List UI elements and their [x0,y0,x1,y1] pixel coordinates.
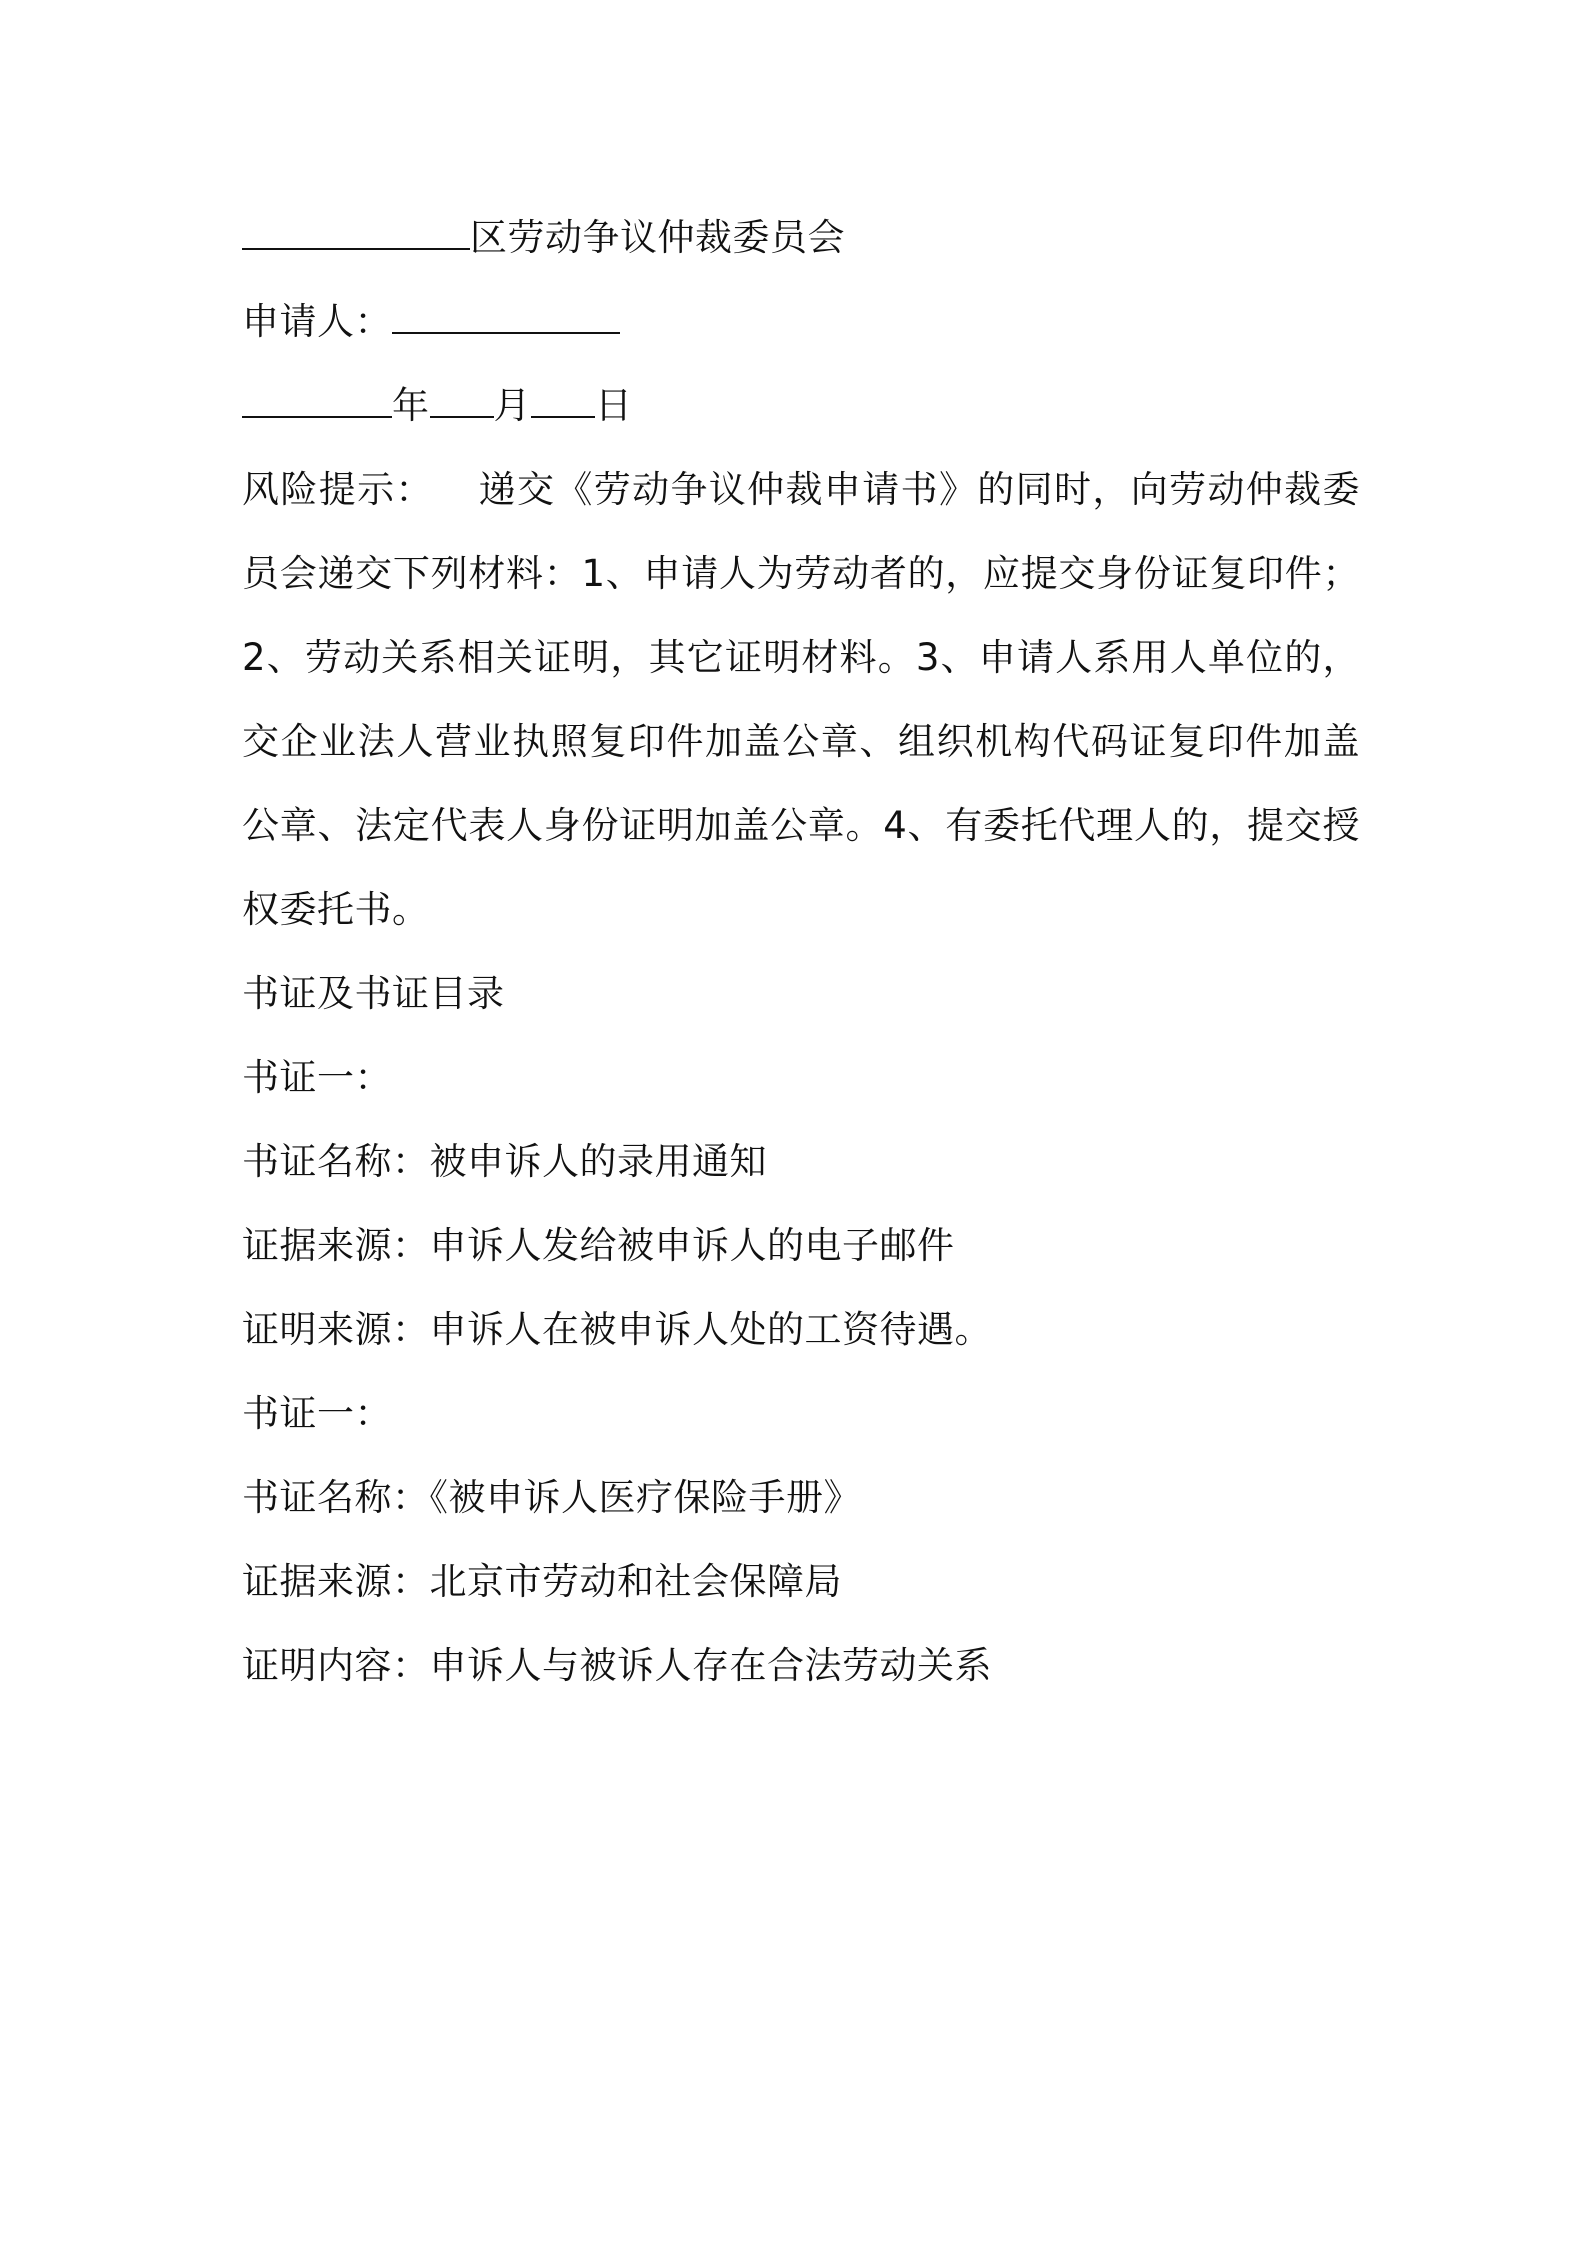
committee-line [242,196,1360,280]
evidence-1-proof: 证明来源：申诉人在被申诉人处的工资待遇。 [242,1308,992,1351]
evidence-heading: 书证及书证目录 [242,972,505,1015]
evidence-1-name: 书证名称：被申诉人的录用通知 [242,1140,767,1183]
evidence-2-proof: 证明内容：申诉人与被诉人存在合法劳动关系 [242,1644,992,1687]
year-blank [242,382,392,418]
day-label: 日 [595,384,633,427]
evidence-2-name: 书证名称：《被申诉人医疗保险手册》 [242,1476,861,1519]
committee-name: 区劳动争议仲裁委员会 [470,216,845,259]
risk-notice-paragraph [242,448,1360,952]
evidence-1-title: 书证一： [242,1056,392,1099]
evidence-1-source: 证据来源：申诉人发给被申诉人的电子邮件 [242,1224,955,1267]
applicant-blank [392,298,620,334]
month-label: 月 [493,384,531,427]
applicant-line [242,280,1360,364]
risk-notice-text: 递交《劳动争议仲裁申请书》的同时，向劳动仲裁委员会递交下列材料：1、申请人为劳动者的，应提交身份证复印件；2、劳动关系相关证明，其它证明材料。3、申请人系用人单位的，交企业法人营业执照复印件加盖公章、组织机构代码证复印件加盖公章、法定代表人身份证明加盖公章。4、有委托代理人的，提交授权委托书。 [242,468,1361,931]
district-blank [242,214,470,250]
risk-notice-label: 风险提示： [242,468,434,511]
evidence-2-title: 书证一： [242,1392,392,1435]
evidence-2-source: 证据来源：北京市劳动和社会保障局 [242,1560,842,1603]
month-blank [430,382,494,418]
applicant-label: 申请人： [242,300,392,343]
document-body [242,196,1360,1708]
date-line [242,364,1360,448]
year-label: 年 [392,384,430,427]
day-blank [531,382,595,418]
